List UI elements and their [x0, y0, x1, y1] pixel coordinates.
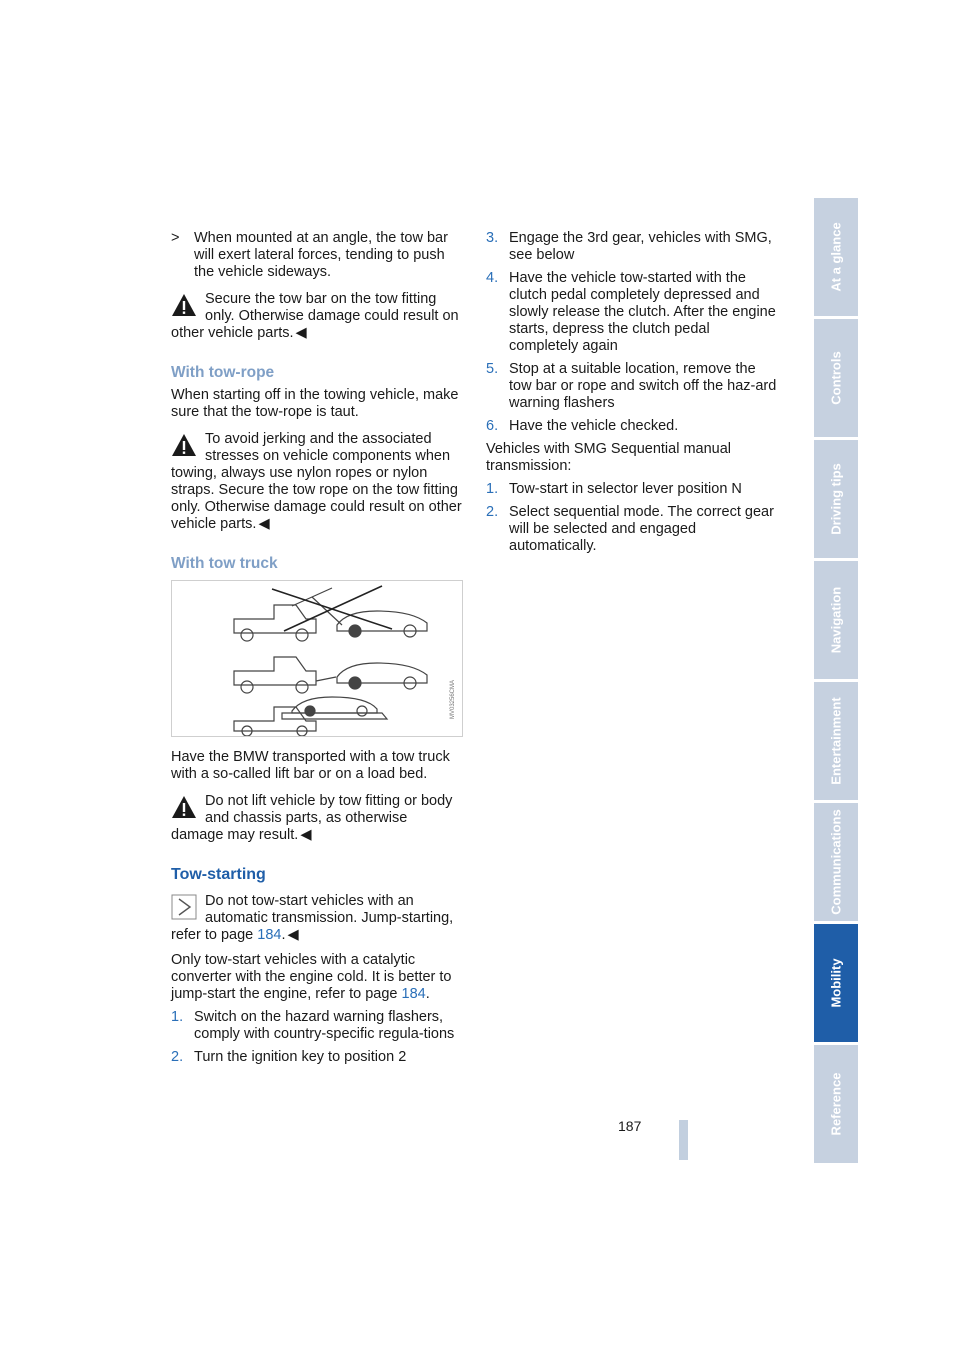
warning-icon	[171, 794, 197, 820]
tab-label: At a glance	[828, 222, 844, 292]
tab-navigation[interactable]	[814, 561, 858, 679]
step-number: 6.	[486, 418, 499, 434]
warning-text-1: Secure the tow bar on the tow fitting only. Otherwise damage could result on other vehicle parts.	[171, 291, 459, 341]
tow-start-text	[171, 952, 463, 1003]
step-text: Have the vehicle tow-started with the clutch pedal completely depressed and slowly release the clutch. After the engine starts, depress the clutch pedal completely again	[509, 270, 776, 354]
tab-at-a-glance[interactable]	[814, 198, 858, 316]
tow-truck-text: Have the BMW transported with a tow truck with a so-called lift bar or on a load bed.	[171, 749, 450, 782]
warning-note-1	[171, 291, 463, 342]
step-text: Turn the ignition key to position 2	[194, 1049, 407, 1065]
tab-label: Communications	[828, 809, 844, 915]
bullet-mark: >	[171, 230, 180, 246]
step-number: 1.	[171, 1009, 184, 1025]
step-number: 3.	[486, 230, 499, 246]
page-ref-link[interactable]: 184	[401, 986, 426, 1002]
list-item	[486, 270, 778, 355]
tab-entertainment[interactable]	[814, 682, 858, 800]
warning-text-3: Do not lift vehicle by tow fitting or body and chassis parts, as otherwise damage may result.	[171, 793, 453, 843]
smg-intro: Vehicles with SMG Sequential manual transmission:	[486, 441, 732, 474]
warning-icon	[171, 292, 197, 318]
left-column	[171, 230, 463, 1072]
step-number: 5.	[486, 361, 499, 377]
step-text: Engage the 3rd gear, vehicles with SMG, see below	[509, 230, 772, 263]
tab-label: Reference	[828, 1072, 844, 1136]
info-note-text: Do not tow-start vehicles with an automatic transmission. Jump-starting, refer to page	[171, 893, 454, 943]
step-text: Have the vehicle checked.	[509, 418, 679, 434]
step-text: Stop at a suitable location, remove the tow bar or rope and switch off the haz-ard warning flashers	[509, 361, 777, 411]
tab-controls[interactable]	[814, 319, 858, 437]
warning-text-2: To avoid jerking and the associated stresses on vehicle components when towing, always use nylon ropes or nylon straps. Secure the tow rope on the tow fitting only. Otherwise damage could result on other vehicle parts.	[171, 431, 462, 532]
step-text: Select sequential mode. The correct gear will be selected and engaged automatically.	[509, 504, 774, 554]
list-item	[171, 1049, 463, 1066]
tab-communications[interactable]	[814, 803, 858, 921]
step-number: 1.	[486, 481, 499, 497]
tow-start-body: Only tow-start vehicles with a catalytic converter with the engine cold. It is better to jump-start the engine, refer to page	[171, 952, 452, 1002]
warning-icon	[171, 432, 197, 458]
heading-tow-rope: With tow-rope	[171, 364, 275, 381]
step-number: 4.	[486, 270, 499, 286]
tab-label: Navigation	[828, 586, 844, 654]
step-text: Tow-start in selector lever position N	[509, 481, 742, 497]
tab-label: Entertainment	[828, 697, 844, 785]
page-number: 187	[618, 1118, 642, 1134]
warning-note-2	[171, 431, 463, 533]
warning-note-3	[171, 793, 463, 844]
tow-start-suffix: .	[425, 986, 430, 1002]
note-arrow-icon	[171, 894, 197, 920]
step-text: Switch on the hazard warning flashers, comply with country-specific regula-tions	[194, 1009, 455, 1042]
figure-code: MV03256CMA	[450, 679, 456, 719]
tab-label: Mobility	[828, 958, 844, 1008]
tow-truck-drawing	[172, 581, 462, 736]
right-column	[486, 230, 778, 561]
end-mark: ◀	[287, 927, 299, 943]
heading-tow-starting: Tow-starting	[171, 866, 266, 883]
list-item	[486, 504, 778, 555]
bullet-text: When mounted at an angle, the tow bar will exert lateral forces, tending to push the vehicle sideways.	[194, 230, 448, 280]
end-mark: ◀	[300, 827, 312, 843]
list-item	[486, 230, 778, 264]
tow-rope-text: When starting off in the towing vehicle, make sure that the tow-rope is taut.	[171, 387, 459, 420]
tow-truck-illustration	[171, 580, 463, 737]
step-number: 2.	[171, 1049, 184, 1065]
tab-reference[interactable]	[814, 1045, 858, 1163]
list-item	[486, 361, 778, 412]
tab-label: Controls	[828, 351, 844, 405]
page-number-bar	[679, 1120, 688, 1160]
tab-label: Driving tips	[828, 463, 844, 535]
page-ref-link[interactable]: 184	[257, 927, 282, 943]
step-number: 2.	[486, 504, 499, 520]
bullet-item	[171, 230, 463, 281]
list-item	[171, 1009, 463, 1043]
end-mark: ◀	[295, 325, 307, 341]
list-item	[486, 418, 778, 435]
list-item	[486, 481, 778, 498]
chapter-sidebar	[814, 198, 858, 1166]
tab-driving-tips[interactable]	[814, 440, 858, 558]
tab-mobility[interactable]	[814, 924, 858, 1042]
end-mark: ◀	[258, 516, 270, 532]
heading-tow-truck: With tow truck	[171, 555, 278, 572]
info-note-suffix: .	[281, 927, 286, 943]
info-note	[171, 893, 463, 944]
